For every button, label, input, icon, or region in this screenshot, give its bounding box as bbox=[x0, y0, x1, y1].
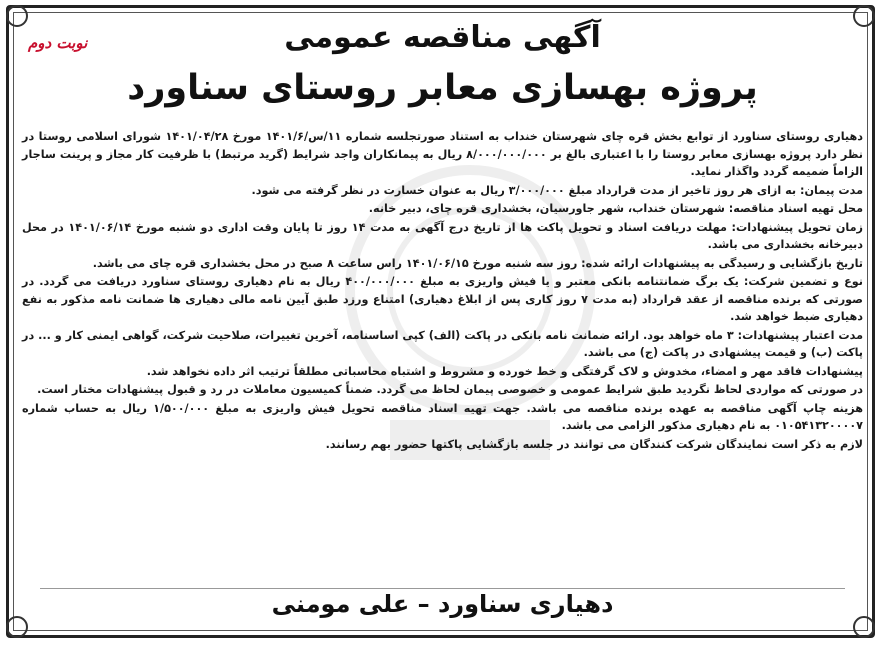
notice-body bbox=[22, 128, 863, 454]
rejection-terms: پیشنهادات فاقد مهر و امضاء، مخدوش و لاک گرفتگی و خط خورده و مشروط و اشتباه محاسباتی مطلقاً ترتیب اثر داده نخواهد شد. bbox=[146, 364, 863, 378]
guarantee-terms: نوع و تضمین شرکت: یک برگ ضمانتنامه بانکی معتبر و یا فیش واریزی به مبلغ ۴۰۰/۰۰۰/۰۰۰ ریال به نام دهیاری روستای سناورد دریافت می گردد. در صورتی که برنده مناقصه از عقد قرارداد (به مدت ۷ روز کاری پس از ابلاغ دهیاری) امتناع ورزد طبق آیین نامه مالی دهیاری ها ضمانت نامه مذکور به نفع دهیاری ضبط خواهد شد. bbox=[22, 275, 864, 323]
corner-ornament bbox=[6, 616, 28, 638]
round-badge: نوبت دوم bbox=[28, 34, 88, 52]
project-title: پروژه بهسازی معابر روستای سناورد bbox=[127, 68, 758, 108]
opening-date: تاریخ بازگشایی و رسیدگی به پیشنهادات ارائه شده: روز سه شنبه مورخ ۱۴۰۱/۰۶/۱۵ راس ساعت ۸ صبح در محل بخشداری قره چای می باشد. bbox=[92, 256, 863, 270]
attendance-note: لازم به ذکر است نمایندگان شرکت کنندگان می توانند در جلسه بازگشایی پاکتها حضور بهم رسانند. bbox=[325, 437, 863, 451]
submission-deadline: زمان تحویل پیشنهادات: مهلت دریافت اسناد و تحویل پاکت ها از تاریخ درج آگهی به مدت ۱۴ روز تا پایان وقت اداری دو شنبه مورخ ۱۴۰۱/۰۶/۱۴ در محل دبیرخانه بخشداری می باشد. bbox=[22, 220, 863, 251]
divider bbox=[40, 588, 845, 589]
corner-ornament bbox=[853, 616, 875, 638]
signature: دهیاری سناورد – علی مومنی bbox=[271, 590, 614, 618]
notice-title: آگهی مناقصه عمومی bbox=[284, 20, 601, 55]
fees-terms: هزینه چاپ آگهی مناقصه به عهده برنده مناقصه می باشد. جهت تهیه اسناد مناقصه تحویل فیش واریزی به مبلغ ۱/۵۰۰/۰۰۰ ریال به حساب شماره ۰۱۰۵۴۱۳۲۰۰۰۰۷ به نام دهیاری مذکور الزامی می باشد. bbox=[22, 401, 863, 432]
validity-terms: مدت اعتبار پیشنهادات: ۳ ماه خواهد بود. ارائه ضمانت نامه بانکی در پاکت (الف) کپی اساسنامه، آخرین تغییرات، صلاحیت شرکت، گواهی ایمنی کار و ... در پاکت (ب) و قیمت پیشنهادی در پاکت (ج) می باشد. bbox=[22, 328, 863, 359]
intro-paragraph: دهیاری روستای سناورد از توابع بخش قره چای شهرستان خنداب به استناد صورتجلسه شماره ۱۱/س/۱۴۰۱/۶ مورخ ۱۴۰۱/۰۴/۲۸ شورای اسلامی روستا در نظر دارد پروژه بهسازی معابر روستا را با اعتباری بالغ بر ۸/۰۰۰/۰۰۰/۰۰۰ ریال به پیمانکاران واجد شرایط (گرید مرتبط) با ظرفیت کار مجاز و پرینت ساجار الزاماً ضمیمه گردد واگذار نماید. bbox=[22, 130, 863, 178]
documents-location: محل تهیه اسناد مناقصه: شهرستان خنداب، شهر جاورسیان، بخشداری قره چای، دبیر خانه. bbox=[368, 202, 863, 215]
general-terms: در صورتی که مواردی لحاظ نگردید طبق شرایط عمومی و خصوصی پیمان لحاظ می گردد. ضمناً کمیسیون معاملات در رد و قبول پیشنهادات مختار است. bbox=[37, 383, 863, 396]
contract-duration: مدت پیمان: به ازای هر روز تاخیر از مدت قرارداد مبلغ ۳/۰۰۰/۰۰۰ ریال به عنوان خسارت در نظر گرفته می شود. bbox=[251, 183, 863, 197]
